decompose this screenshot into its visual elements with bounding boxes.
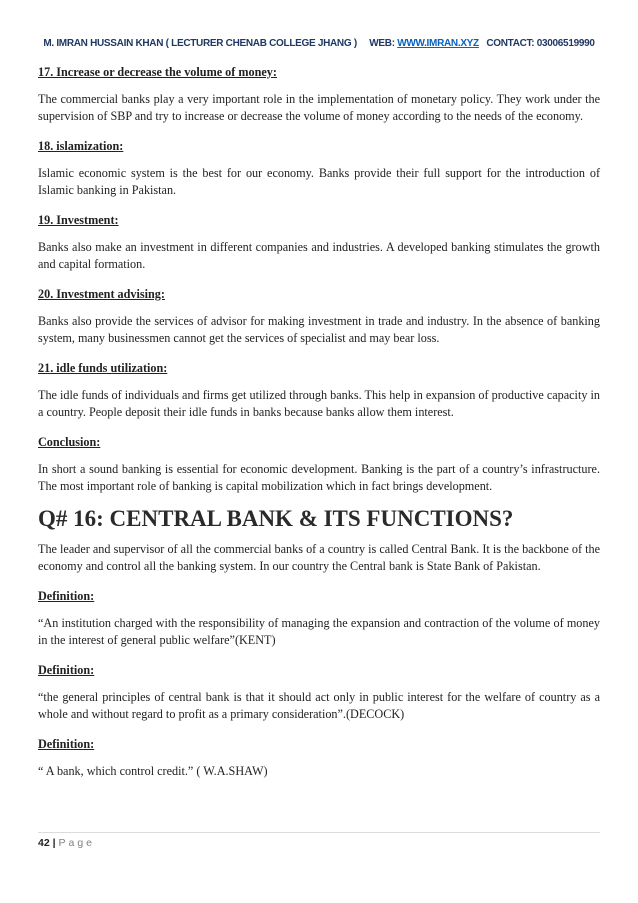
conclusion-heading: Conclusion: — [38, 435, 101, 449]
definition-text-3: “ A bank, which control credit.” ( W.A.SHAW) — [38, 764, 268, 778]
header-web-label: WEB: — [369, 38, 395, 49]
page-footer — [38, 837, 95, 849]
conclusion-text: In short a sound banking is essential for economic development. Banking is the part of a country’s infrastructure. The most important role of banking is capital mobilization which in fact brings development. — [38, 462, 600, 493]
definition-text-2: “the general principles of central bank is that it should act only in public interest for the welfare of country as a whole and without regard to profit as a primary consideration”.(DECOCK) — [38, 690, 600, 721]
page-label: Page — [58, 837, 96, 849]
footer-divider — [38, 832, 600, 833]
section-text-17: The commercial banks play a very important role in the implementation of monetary policy. They work under the supervision of SBP and try to increase or decrease the volume of money according to the needs of the economy. — [38, 92, 600, 123]
section-heading-20: 20. Investment advising: — [38, 287, 165, 301]
page-number: 42 — [38, 837, 50, 849]
section-heading-21: 21. idle funds utilization: — [38, 361, 168, 375]
header-author: M. IMRAN HUSSAIN KHAN ( LECTURER CHENAB COLLEGE JHANG ) — [43, 38, 357, 49]
definition-heading-1: Definition: — [38, 589, 95, 603]
section-text-20: Banks also provide the services of advisor for making investment in trade and industry. In the absence of banking system, many businessmen cannot get the services of specialist and may bear loss. — [38, 314, 600, 345]
section-text-19: Banks also make an investment in different companies and industries. A developed banking stimulates the growth and capital formation. — [38, 240, 600, 271]
section-text-18: Islamic economic system is the best for our economy. Banks provide their full support for the introduction of Islamic banking in Pakistan. — [38, 166, 600, 197]
definition-text-1: “An institution charged with the responsibility of managing the expansion and contraction of the volume of money in the interest of general public welfare”(KENT) — [38, 616, 600, 647]
section-heading-19: 19. Investment: — [38, 213, 119, 227]
page-header — [0, 38, 638, 49]
header-web-link[interactable]: WWW.IMRAN.XYZ — [397, 38, 479, 49]
header-contact: CONTACT: 03006519990 — [486, 38, 595, 49]
question-title: Q# 16: CENTRAL BANK & ITS FUNCTIONS? — [38, 506, 514, 531]
footer-separator: | — [52, 837, 56, 849]
definition-heading-2: Definition: — [38, 663, 95, 677]
page-content — [38, 64, 600, 780]
section-heading-18: 18. islamization: — [38, 139, 124, 153]
definition-heading-3: Definition: — [38, 737, 95, 751]
section-text-21: The idle funds of individuals and firms get utilized through banks. This help in expansion of productive capacity in a country. People deposit their idle funds in banks because banks allow them interest. — [38, 388, 600, 419]
question-intro: The leader and supervisor of all the commercial banks of a country is called Central Bank. It is the backbone of the economy and control all the banking system. In our country the Central bank is State Bank of Pakistan. — [38, 542, 600, 573]
section-heading-17: 17. Increase or decrease the volume of money: — [38, 65, 277, 79]
